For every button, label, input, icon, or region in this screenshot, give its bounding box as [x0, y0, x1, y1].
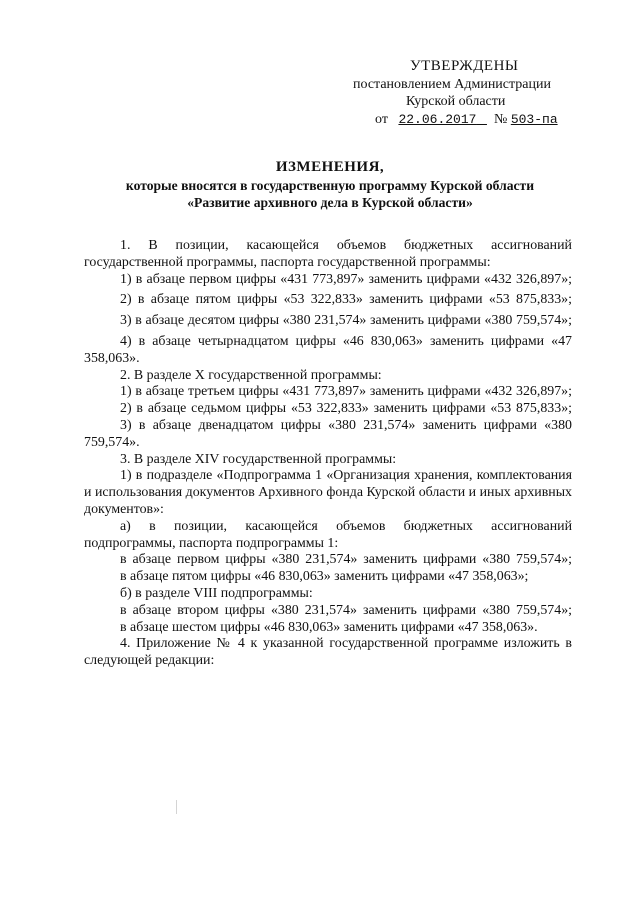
approval-issuer: постановлением Администрации: [353, 76, 551, 92]
paragraph-2-item-2: 2) в абзаце седьмом цифры «53 322,833» заменить цифрами «53 875,833»;: [120, 401, 572, 417]
paragraph-2-item-1: 1) в абзаце третьем цифры «431 773,897» заменить цифрами «432 326,897»;: [120, 384, 572, 400]
document-title: ИЗМЕНЕНИЯ,: [275, 159, 385, 175]
paragraph-1-item-3: 3) в абзаце десятом цифры «380 231,574» заменить цифрами «380 759,574»;: [120, 313, 572, 329]
approval-region: Курской области: [406, 94, 506, 109]
paragraph-2: 2. В разделе X государственной программы:: [120, 367, 382, 383]
paragraph-3: 3. В разделе XIV государственной программы:: [120, 451, 397, 467]
number-prefix: №: [493, 111, 508, 127]
paragraph-3-item-b-1: в абзаце втором цифры «380 231,574» заменить цифрами «380 759,574»;: [120, 602, 572, 618]
document-subtitle-line1: которые вносятся в государственную программу Курской области: [125, 178, 535, 193]
paragraph-3-item-b-2: в абзаце шестом цифры «46 830,063» заменить цифрами «47 358,063».: [120, 619, 538, 635]
date-prefix: от: [375, 111, 388, 127]
paragraph-3-item-b: б) в разделе VIII подпрограммы:: [120, 585, 313, 601]
paragraph-4: 4. Приложение № 4 к указанной государственной программе изложить в следующей редакции:: [84, 636, 572, 669]
approval-number: 503-па: [510, 111, 558, 127]
document-subtitle-line2: «Развитие архивного дела в Курской области»: [187, 195, 473, 210]
paragraph-1-item-1: 1) в абзаце первом цифры «431 773,897» заменить цифрами «432 326,897»;: [120, 271, 572, 287]
paragraph-1-item-4: 4) в абзаце четырнадцатом цифры «46 830,063» заменить цифрами «47 358,063».: [84, 333, 572, 366]
paragraph-3-item-a-2: в абзаце пятом цифры «46 830,063» заменить цифрами «47 358,063»;: [120, 569, 529, 585]
approval-title: УТВЕРЖДЕНЫ: [410, 58, 519, 74]
approval-date-row: [340, 111, 580, 129]
paragraph-3-item-a: а) в позиции, касающейся объемов бюджетных ассигнований подпрограммы, паспорта подпрограммы 1:: [84, 518, 572, 551]
paragraph-1: 1. В позиции, касающейся объемов бюджетных ассигнований государственной программы, паспорта государственной программы:: [84, 238, 572, 270]
approval-date: 22.06.2017: [398, 111, 477, 127]
paragraph-3-item-1: 1) в подразделе «Подпрограмма 1 «Организация хранения, комплектования и использования документов Архивного фонда Курской области и иных архивных документов»:: [84, 468, 572, 517]
document-body: [84, 238, 572, 670]
paragraph-3-item-a-1: в абзаце первом цифры «380 231,574» заменить цифрами «380 759,574»;: [120, 552, 572, 568]
paragraph-1-item-2: 2) в абзаце пятом цифры «53 322,833» заменить цифрами «53 875,833»;: [120, 292, 572, 308]
approval-stamp: [340, 58, 580, 128]
scan-artifact: [176, 800, 177, 814]
document-heading: [80, 158, 580, 211]
paragraph-2-item-3: 3) в абзаце двенадцатом цифры «380 231,574» заменить цифрами «380 759,574».: [84, 417, 572, 450]
